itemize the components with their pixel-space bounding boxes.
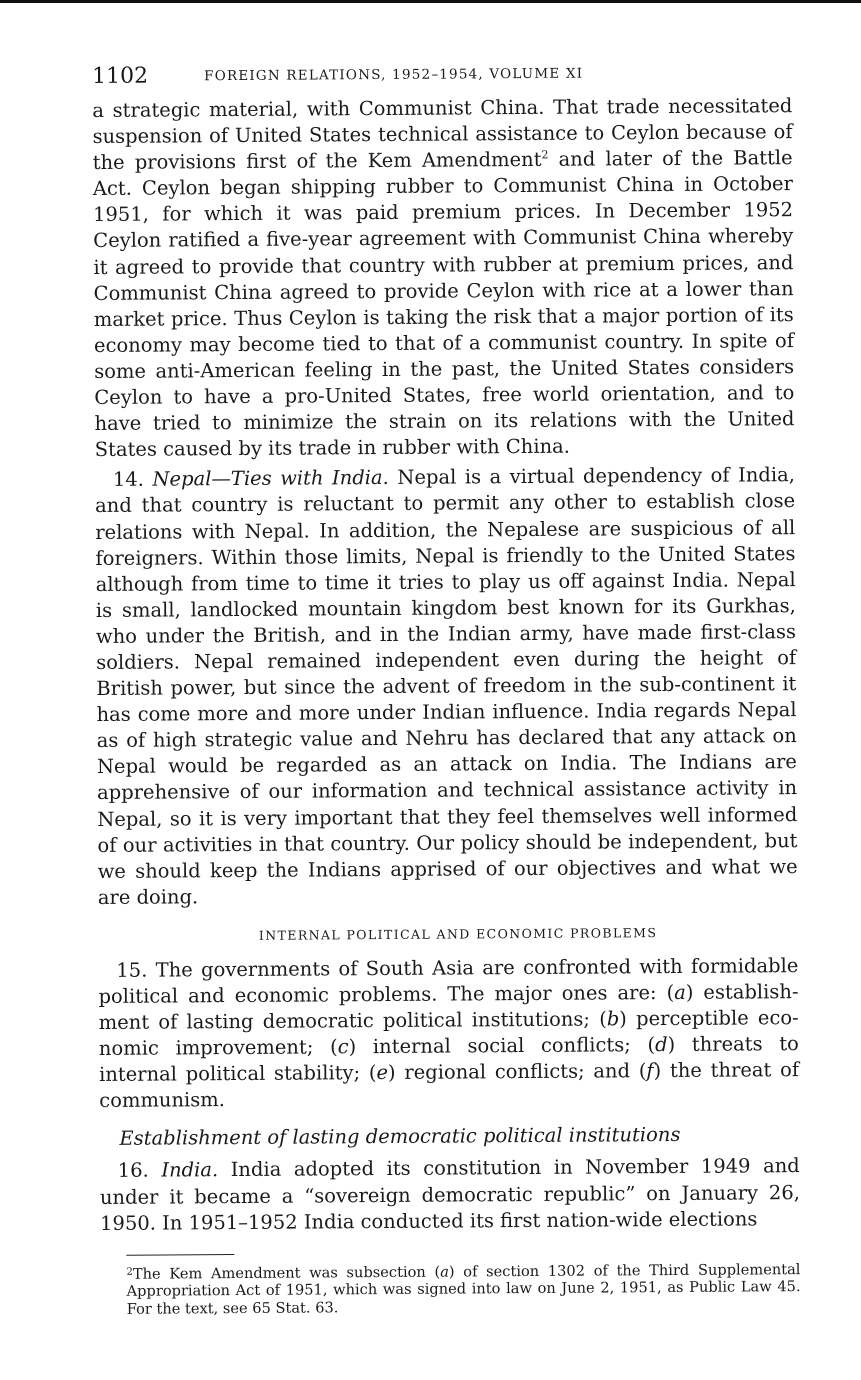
footnote-reference[interactable]: 2	[541, 148, 549, 162]
footnote-divider	[126, 1254, 234, 1256]
paragraph-text: ) the threat of communism.	[99, 1058, 800, 1113]
footnote-text: The Kem Amendment was subsection (	[132, 1263, 441, 1283]
paragraph-text: ) perceptible economic improvement; (	[98, 1006, 799, 1061]
scan-top-edge	[0, 0, 861, 3]
paragraph-15-problems	[98, 953, 799, 1114]
paragraph-16-india	[100, 1154, 801, 1237]
paragraph-title: Nepal—Ties with India.	[152, 466, 389, 491]
paragraph-text: ) internal social conflicts; (	[348, 1033, 656, 1059]
running-head: FOREIGN RELATIONS, 1952–1954, VOLUME XI	[204, 65, 584, 85]
paragraph-text: and later of the Battle Act. Ceylon began shipping rubber to Communist China in October 1951, for which it was paid premium prices. In December 1952 Ceylon ratified a five-year agreement with Communist China whereby it agreed to provide that country with rubber at premium prices, and Communist China agreed to provide Ceylon with rice at a lower than market price. Thus Ceylon is taking the risk that a major portion of its economy may become tied to that of a communist country. In spite of some anti-American feeling in the past, the United States considers Ceylon to have a pro-United States, free world orientation, and to have tried to minimize the strain on its relations with the United States caused by its trade in rubber with China.	[92, 146, 795, 462]
paragraph-text: 15. The governments of South Asia are confronted with formidable political and economic problems. The major ones are: (	[98, 953, 799, 1008]
paragraph-text: ) establishment of lasting democratic political institutions; (	[98, 980, 799, 1035]
paragraph-text: Nepal is a virtual dependency of India, and that country is reluctant to permit any other to establish close relations with Nepal. In addition, the Nepalese are suspicious of all foreigners. Within those limits, Nepal is friendly to the United States although from time to time it tries to play us off against India. Nepal is small, landlocked mountain kingdom best known for its Gurkhas, who under the British, and in the Indian army, have made first-class soldiers. Nepal remained independent even during the height of British power, but since the advent of freedom in the sub-continent it has come more and more under Indian influence. India regards Nepal as of high strategic value and Nehru has declared that any attack on Nepal would be regarded as an attack on India. The Indians are apprehensive of our information and technical assistance activity in Nepal, so it is very important that they feel themselves well informed of our activities in that country. Our policy should be independent, but we should keep the Indians apprised of our objectives and what we are doing.	[95, 463, 798, 909]
list-letter: d	[654, 1033, 668, 1057]
footnote-text: ) of section 1302 of the Third Supplemental Appropriation Act of 1951, which was signed into law on June 2, 1951, as Public Law 45. For the text, see 65 Stat. 63.	[126, 1260, 801, 1318]
list-letter: a	[674, 980, 686, 1004]
document-page	[92, 57, 801, 1318]
paragraph-text: ) regional conflicts; and (	[387, 1059, 647, 1085]
list-letter: b	[606, 1007, 620, 1031]
list-letter: e	[376, 1061, 389, 1085]
subheading: Establishment of lasting democratic political institutions	[119, 1123, 681, 1151]
paragraph-number: 16.	[117, 1159, 149, 1183]
paragraph-14-nepal	[95, 462, 798, 910]
page-header	[92, 57, 792, 98]
list-letter: f	[646, 1059, 654, 1083]
footnote-marker: 2	[126, 1266, 133, 1278]
paragraph-ceylon-continuation	[92, 93, 795, 463]
paragraph-text: a strategic material, with Communist China. That trade necessitated suspension of United States technical assistance to Ceylon because of the provisions first of the Kem Amendment	[92, 94, 793, 175]
footnote	[126, 1259, 800, 1318]
section-heading: INTERNAL POLITICAL AND ECONOMIC PROBLEMS	[258, 924, 658, 943]
paragraph-text: India adopted its constitution in November 1949 and under it became a “sovereign democratic republic” on January 26, 1950. In 1951–1952 India conducted its first nation-wide elections	[99, 1154, 800, 1235]
paragraph-title: India.	[161, 1158, 219, 1183]
paragraph-text: ) threats to internal political stability; (	[98, 1032, 799, 1087]
page-number: 1102	[92, 63, 149, 89]
paragraph-number: 14.	[112, 467, 145, 492]
footnote-letter: a	[440, 1263, 449, 1281]
list-letter: c	[337, 1035, 349, 1059]
